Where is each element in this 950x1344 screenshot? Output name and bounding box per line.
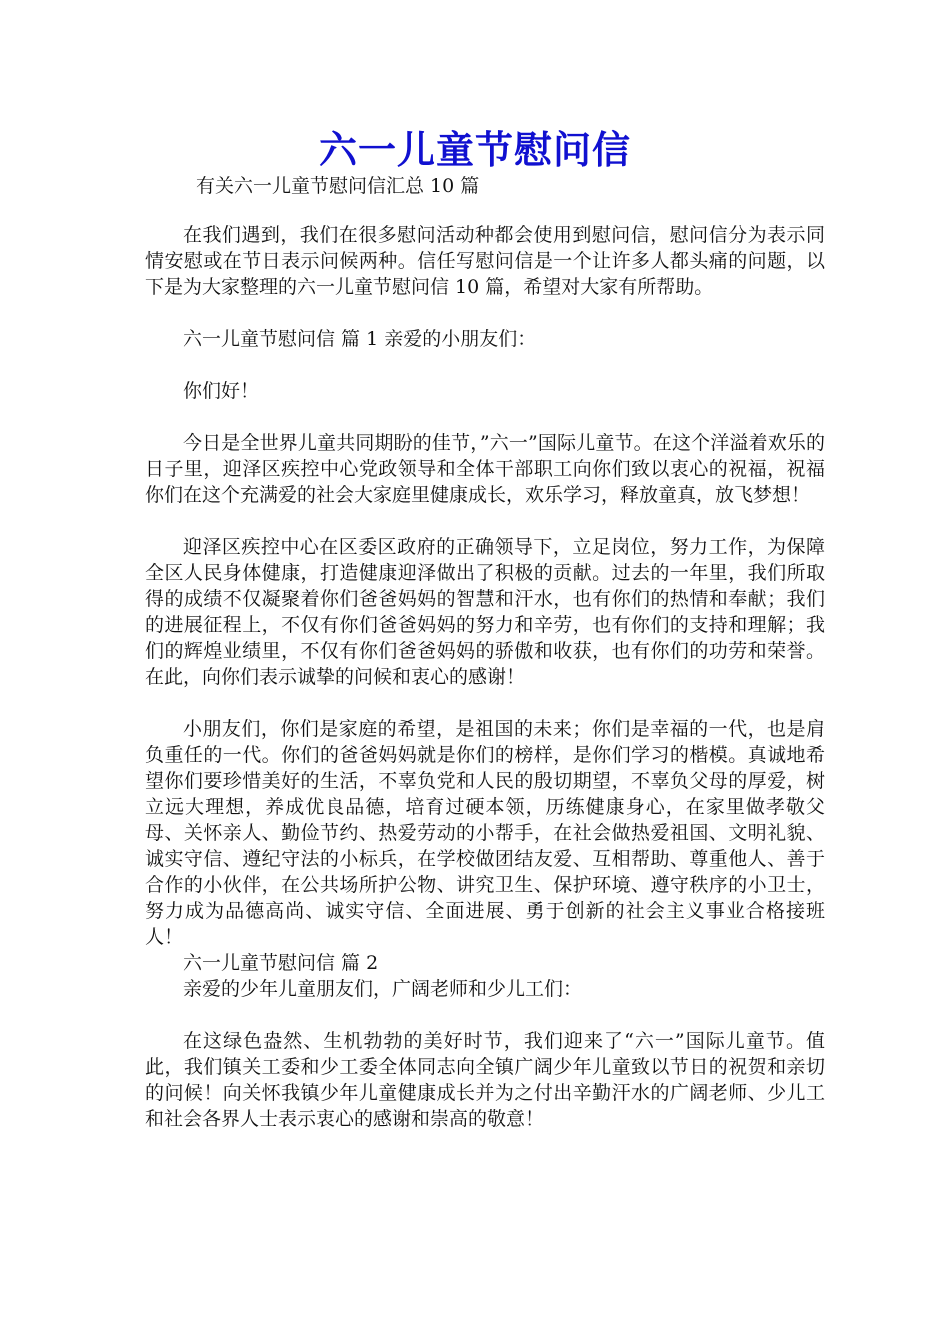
greeting-paragraph: 你们好！ xyxy=(183,380,260,402)
body-paragraph: 小朋友们，你们是家庭的希望，是祖国的未来；你们是幸福的一代，也是肩负重任的一代。你们的爸爸妈妈就是你们的榜样，是你们学习的楷模。真诚地希望你们要珍惜美好的生活，不辜负党和人民的殷切期望，不辜负父母的厚爱，树立远大理想，养成优良品德，培育过硬本领，历练健康身心，在家里做孝敬父母、关怀亲人、勤俭节约、热爱劳动的小帮手，在社会做热爱祖国、文明礼貌、诚实守信、遵纪守法的小标兵，在学校做团结友爱、互相帮助、尊重他人、善于合作的小伙伴，在公共场所护公物、讲究卫生、保护环境、遵守秩序的小卫士，努力成为品德高尚、诚实守信、全面进展、勇于创新的社会主义事业合格接班人！ xyxy=(145,718,825,948)
document-title: 六一儿童节慰问信 xyxy=(318,127,631,172)
body-paragraph: 今日是全世界儿童共同期盼的佳节，”六一”国际儿童节。在这个洋溢着欢乐的日子里，迎泽区疾控中心党政领导和全体干部职工向你们致以衷心的祝福，祝福你们在这个充满爱的社会大家庭里健康成长，欢乐学习，释放童真，放飞梦想！ xyxy=(145,432,825,506)
document-body xyxy=(145,222,825,1132)
letter-1-heading: 六一儿童节慰问信 篇 1 亲爱的小朋友们： xyxy=(183,328,537,350)
letter-2-heading: 六一儿童节慰问信 篇 2 xyxy=(183,952,379,974)
body-paragraph: 迎泽区疾控中心在区委区政府的正确领导下，立足岗位，努力工作，为保障全区人民身体健康，打造健康迎泽做出了积极的贡献。过去的一年里，我们所取得的成绩不仅凝聚着你们爸爸妈妈的智慧和汗水，也有你们的热情和奉献；我们的进展征程上，不仅有你们爸爸妈妈的努力和辛劳，也有你们的支持和理解；我们的辉煌业绩里，不仅有你们爸爸妈妈的骄傲和收获，也有你们的功劳和荣誉。在此，向你们表示诚挚的问候和衷心的感谢！ xyxy=(145,536,825,688)
body-paragraph: 在这绿色盎然、生机勃勃的美好时节，我们迎来了“六一”国际儿童节。值此，我们镇关工委和少工委全体同志向全镇广阔少年儿童致以节日的祝贺和亲切的问候！向关怀我镇少年儿童健康成长并为之付出辛勤汗水的广阔老师、少儿工和社会各界人士表示衷心的感谢和崇高的敬意！ xyxy=(145,1030,825,1130)
letter-2-salutation: 亲爱的少年儿童朋友们，广阔老师和少儿工们： xyxy=(183,978,583,1000)
intro-paragraph: 在我们遇到，我们在很多慰问活动种都会使用到慰问信，慰问信分为表示同情安慰或在节日表示问候两种。信任写慰问信是一个让许多人都头痛的问题，以下是为大家整理的六一儿童节慰问信 10 篇，希望对大家有所帮助。 xyxy=(145,224,825,298)
document-subtitle: 有关六一儿童节慰问信汇总 10 篇 xyxy=(196,175,480,197)
